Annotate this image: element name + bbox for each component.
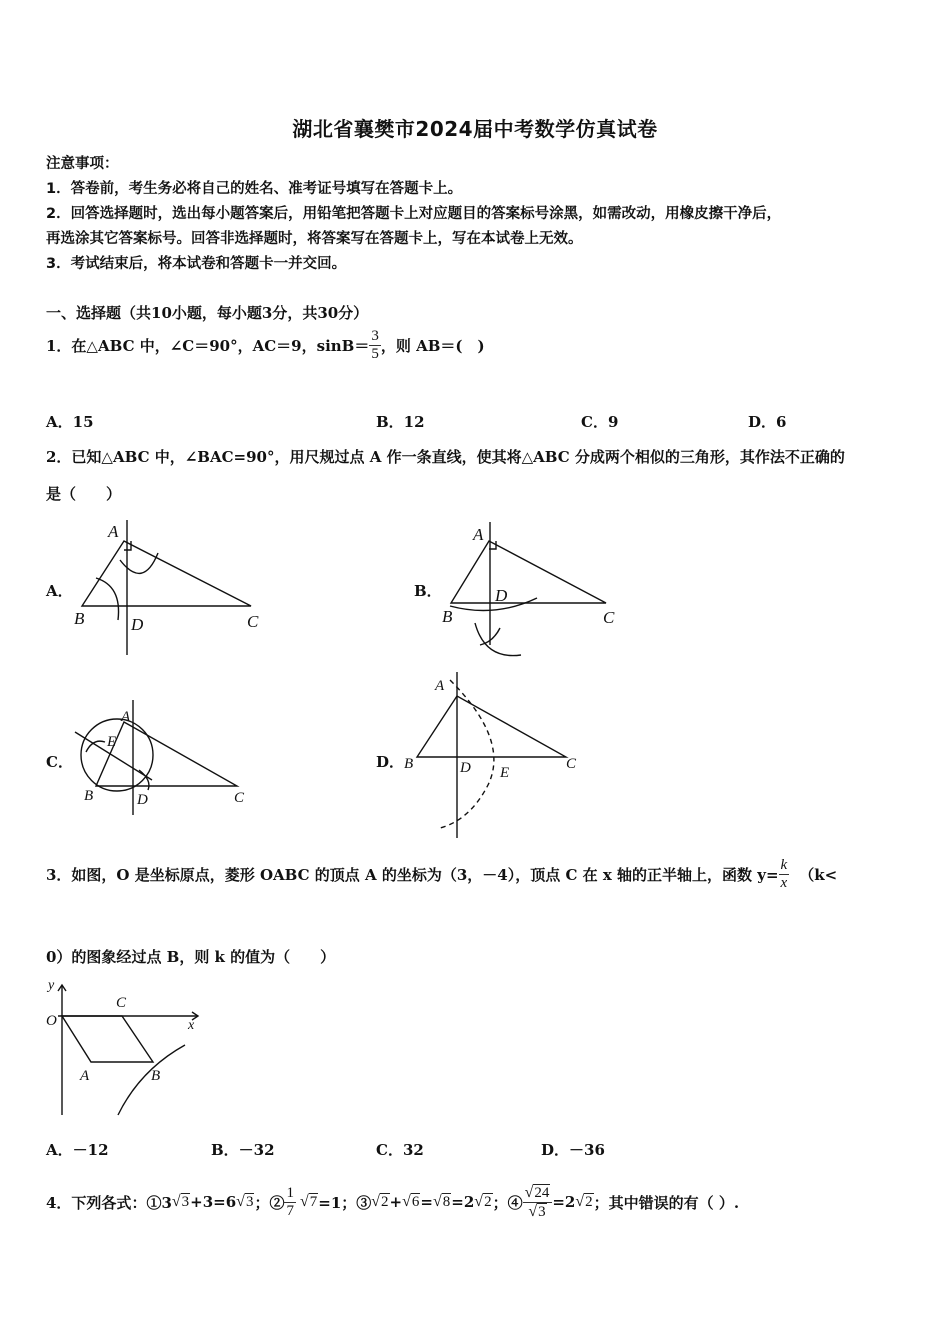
fig-d-label-a: A [435, 678, 445, 694]
q4-sqrt-7-value: 2 [484, 1194, 492, 1210]
q4-sqrt-4-value: 2 [381, 1194, 389, 1210]
q2-fig-label-d: D． [376, 753, 405, 771]
fig-b-label-a: A [473, 525, 484, 544]
notes-heading: 注意事项： [46, 156, 119, 172]
q4-sqrt-10-value: 2 [585, 1194, 593, 1210]
q3-label-b: B [151, 1068, 161, 1084]
fig-b-label-b: B [442, 607, 453, 626]
section-heading: 一、选择题（共10小题，每小题3分，共30分） [46, 304, 369, 322]
question-3 [46, 857, 837, 891]
q4-prefix: 4．下列各式：①3 [46, 1193, 172, 1212]
q4-text-1: +3=6 [190, 1193, 237, 1211]
q1-text: 1．在△ABC 中，∠C＝90°，AC＝9，sinB＝ [46, 336, 370, 355]
q3-frac-den: x [780, 874, 788, 891]
fig-c-label-a: A [121, 709, 131, 725]
fig-d-label-e: E [500, 765, 510, 781]
figure-c [75, 700, 237, 815]
fig-c-triangle [96, 722, 237, 786]
q4-sqrt-9: √3 [528, 1202, 546, 1220]
q1-frac-den: 5 [371, 345, 379, 362]
fig-b-triangle [451, 541, 606, 603]
q4-text-7: ；④ [492, 1193, 523, 1212]
note-item-3: 3．考试结束后，将本试卷和答题卡一并交回。 [46, 256, 347, 272]
q4-suffix: ；其中错误的有（ ）. [593, 1193, 740, 1212]
note-item-2-cont: 再选涂其它答案标号。回答非选择题时，将答案写在答题卡上，写在本试卷上无效。 [46, 231, 583, 247]
q3-frac-num: k [780, 857, 788, 873]
q3-figure [58, 985, 198, 1115]
q1-text-after: ，则 AB＝( ) [380, 336, 485, 355]
q4-sqrt-8-value: 24 [534, 1184, 550, 1201]
fig-b-arc-1 [450, 598, 537, 611]
fig-c-label-b: B [84, 788, 94, 804]
q3-rhombus [62, 1016, 153, 1062]
q3-option-d: D．－36 [541, 1141, 605, 1159]
q4-text-2: ；② [254, 1193, 285, 1212]
fig-a-triangle [82, 541, 251, 606]
q4-sqrt-1-value: 3 [181, 1194, 190, 1210]
q4-text-6: =2 [451, 1193, 475, 1211]
q2-fig-label-a: A． [46, 582, 73, 600]
q4-sqrt-1: √3 [171, 1193, 190, 1210]
q3-label-y: y [48, 978, 55, 993]
q4-sqrt-6-value: 8 [442, 1194, 451, 1210]
fig-b-arc-2 [475, 623, 521, 656]
q1-option-a: A．15 [46, 413, 94, 431]
q2-line-2: 是（ ） [46, 485, 122, 503]
q1-frac-num: 3 [371, 328, 379, 344]
q4-text-4: + [389, 1193, 403, 1211]
q4-frac-den: 7 [286, 1202, 294, 1219]
q4-sqrt-2: √3 [236, 1193, 254, 1210]
q4-sqrt-2-value: 3 [245, 1194, 254, 1210]
q3-text: 3．如图，O 是坐标原点，菱形 OABC 的顶点 A 的坐标为（3，－4），顶点 C 在 x 轴的正半轴上，函数 y= [46, 865, 779, 884]
q4-sqrt-3-value: 7 [309, 1194, 318, 1210]
fig-d-label-c: C [566, 756, 577, 772]
fig-a-label-a: A [108, 522, 119, 541]
q3-label-o: O [46, 1013, 57, 1029]
q4-frac-num: 1 [286, 1185, 294, 1201]
fig-d-triangle [417, 696, 566, 757]
q4-sqrt-4: √2 [371, 1193, 389, 1210]
q2-fig-label-b: B． [414, 582, 442, 600]
q3-label-a: A [80, 1068, 90, 1084]
q3-text-after: （k< [799, 865, 838, 884]
fig-c-circle [81, 719, 153, 791]
q4-sqrt-fraction [523, 1184, 553, 1220]
q3-option-a: A．－12 [46, 1141, 109, 1159]
note-item-2: 2．回答选择题时，选出每小题答案后，用铅笔把答题卡上对应题目的答案标号涂黑，如需改动，用橡皮擦干净后， [46, 206, 782, 222]
q2-fig-label-c: C． [46, 753, 73, 771]
fig-c-label-c: C [234, 790, 245, 806]
q1-option-b: B．12 [376, 413, 425, 431]
q4-text-8: =2 [552, 1193, 576, 1211]
q3-option-b: B．－32 [211, 1141, 275, 1159]
q1-option-d: D．6 [748, 413, 787, 431]
q4-sqrt-frac-den [523, 1202, 553, 1221]
fig-a-label-c: C [247, 612, 259, 631]
fig-b-label-c: C [603, 608, 615, 627]
fig-a-label-d: D [131, 615, 144, 634]
q3-label-c: C [116, 995, 127, 1011]
note-item-1: 1．答卷前，考生务必将自己的姓名、准考证号填写在答题卡上。 [46, 181, 463, 197]
q4-sqrt-frac-num [523, 1184, 553, 1202]
q4-sqrt-3: √7 [299, 1193, 318, 1210]
q4-text-5: = [420, 1193, 433, 1211]
fig-d-label-b: B [404, 756, 414, 772]
q3-line-2: 0）的图象经过点 B，则 k 的值为（ ） [46, 948, 336, 966]
q3-fraction [779, 857, 790, 891]
q2-line-1: 2．已知△ABC 中，∠BAC=90°，用尺规过点 A 作一条直线，使其将△ABC 分成两个相似的三角形，其作法不正确的 [46, 448, 845, 466]
q4-sqrt-10: √2 [575, 1193, 593, 1210]
q4-fraction [284, 1185, 296, 1219]
fig-c-arc-1 [86, 741, 105, 752]
fig-b-label-d: D [495, 586, 508, 605]
fig-a-arc-1 [96, 578, 119, 620]
q3-label-x: x [188, 1018, 195, 1033]
fig-c-label-d: D [137, 792, 148, 808]
q4-sqrt-5: √6 [402, 1193, 420, 1210]
page-title: 湖北省襄樊市2024届中考数学仿真试卷 [292, 117, 658, 141]
question-4 [46, 1172, 739, 1232]
figure-d [417, 672, 566, 838]
q4-sqrt-8: √24 [524, 1183, 550, 1201]
q4-sqrt-6: √8 [432, 1193, 451, 1210]
q4-sqrt-7: √2 [474, 1193, 492, 1210]
fig-a-label-b: B [74, 609, 85, 628]
q3-option-c: C．32 [376, 1141, 424, 1159]
q4-text-3: =1；③ [318, 1193, 372, 1212]
q4-sqrt-5-value: 6 [411, 1194, 420, 1210]
q4-sqrt-9-value: 3 [538, 1203, 546, 1220]
q1-option-c: C．9 [581, 413, 619, 431]
fig-d-label-d: D [460, 760, 471, 776]
fig-c-label-e: E [107, 734, 117, 750]
